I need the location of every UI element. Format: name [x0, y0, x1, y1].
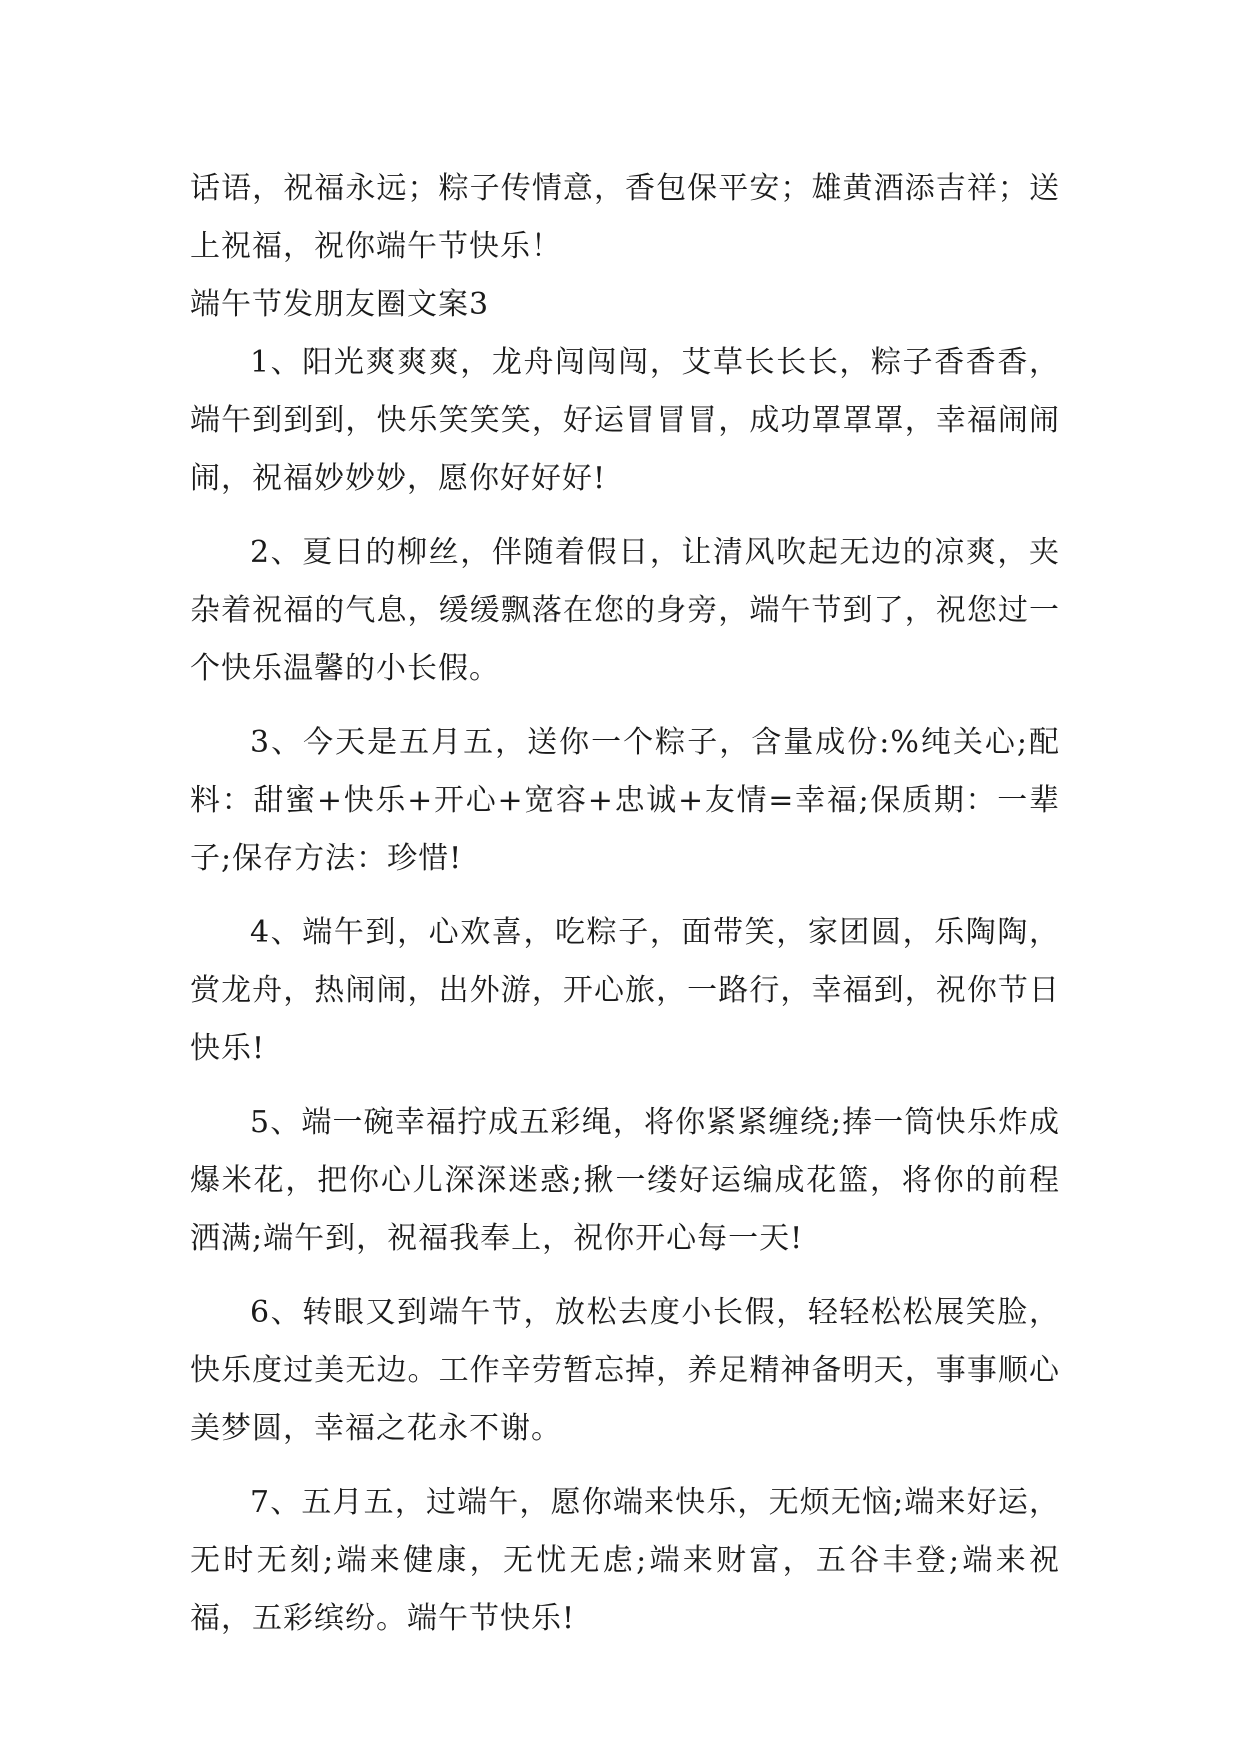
list-item: 6、转眼又到端午节，放松去度小长假，轻轻松松展笑脸，快乐度过美无边。工作辛劳暂忘掉，养足精神备明天，事事顺心美梦圆，幸福之花永不谢。	[190, 1295, 1060, 1446]
intro-paragraph: 话语，祝福永远；粽子传情意，香包保平安；雄黄酒添吉祥；送上祝福，祝你端午节快乐！	[190, 171, 1060, 264]
wish-list	[190, 334, 1060, 1648]
list-item: 1、阳光爽爽爽，龙舟闯闯闯，艾草长长长，粽子香香香，端午到到到，快乐笑笑笑，好运冒冒冒，成功罩罩罩，幸福闹闹闹，祝福妙妙妙，愿你好好好!	[190, 345, 1060, 496]
list-item: 4、端午到，心欢喜，吃粽子，面带笑，家团圆，乐陶陶，赏龙舟，热闹闹，出外游，开心旅，一路行，幸福到，祝你节日快乐!	[190, 915, 1060, 1066]
list-item: 5、端一碗幸福拧成五彩绳，将你紧紧缠绕;捧一筒快乐炸成爆米花，把你心儿深深迷惑;揪一缕好运编成花篮，将你的前程洒满;端午到，祝福我奉上，祝你开心每一天!	[190, 1105, 1060, 1256]
list-item: 3、今天是五月五，送你一个粽子，含量成份:%纯关心;配料：甜蜜+快乐+开心+宽容+忠诚+友情=幸福;保质期：一辈子;保存方法：珍惜!	[190, 725, 1060, 876]
list-item: 2、夏日的柳丝，伴随着假日，让清风吹起无边的凉爽，夹杂着祝福的气息，缓缓飘落在您的身旁，端午节到了，祝您过一个快乐温馨的小长假。	[190, 535, 1060, 686]
list-item: 7、五月五，过端午，愿你端来快乐，无烦无恼;端来好运，无时无刻;端来健康，无忧无虑;端来财富，五谷丰登;端来祝福，五彩缤纷。端午节快乐!	[190, 1485, 1060, 1636]
document-body	[190, 160, 1060, 1648]
section-heading: 端午节发朋友圈文案3	[190, 287, 490, 322]
